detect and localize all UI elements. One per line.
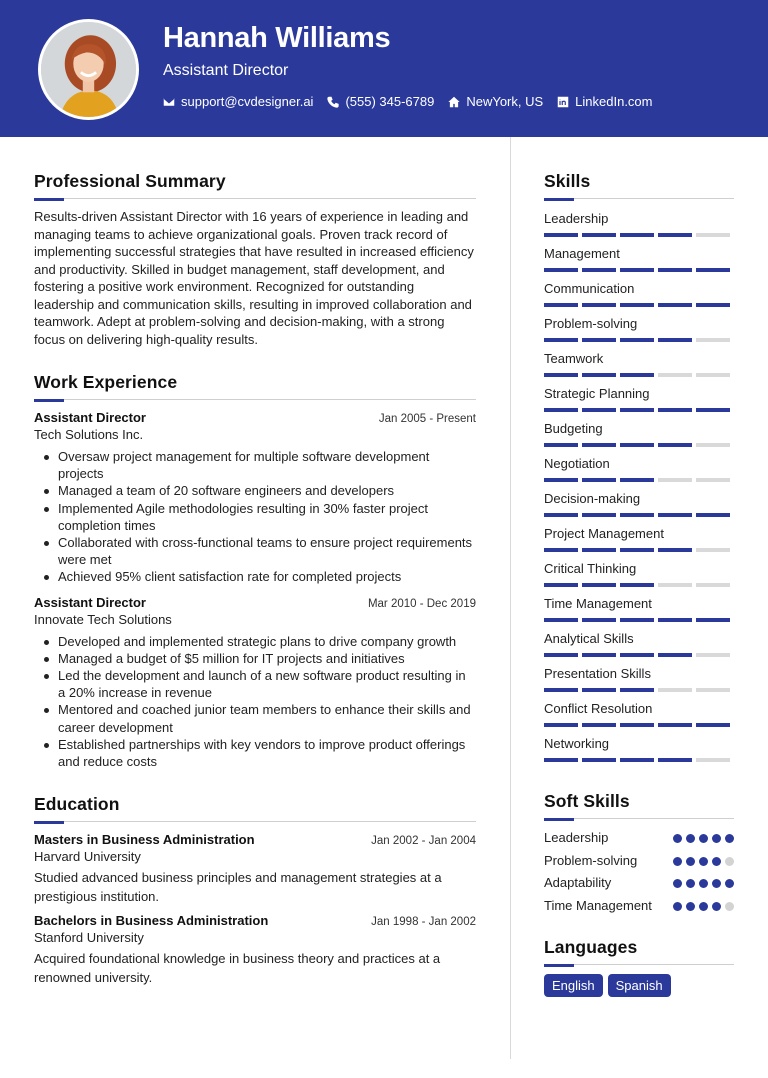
rating-dot xyxy=(699,834,708,843)
skill-level-segment xyxy=(582,618,616,622)
skill-level-segment xyxy=(696,338,730,342)
skill-level-segment xyxy=(544,373,578,377)
list-item: Achieved 95% client satisfaction rate for completed projects xyxy=(34,568,476,585)
skill-item xyxy=(544,350,734,377)
linkedin-text: LinkedIn.com xyxy=(575,94,653,109)
job-role: Assistant Director xyxy=(34,410,146,425)
section-title: Work Experience xyxy=(34,372,178,392)
rating-dot xyxy=(712,834,721,843)
education-section xyxy=(34,793,476,987)
skill-level-segment xyxy=(658,583,692,587)
job-role: Assistant Director xyxy=(34,594,146,610)
list-item: Established partnerships with key vendors to improve product offerings and reduce costs xyxy=(34,736,476,770)
section-title: Soft Skills xyxy=(544,791,630,811)
column-divider xyxy=(510,137,511,1059)
skill-level-segment xyxy=(696,758,730,762)
skill-item xyxy=(544,280,734,307)
list-item: Developed and implemented strategic plans to drive company growth xyxy=(34,633,476,650)
linkedin-icon xyxy=(557,96,569,108)
degree-name: Masters in Business Administration xyxy=(34,832,255,848)
candidate-name: Hannah Williams xyxy=(163,22,391,54)
skill-item xyxy=(544,245,734,272)
section-title: Professional Summary xyxy=(34,171,226,191)
skill-level-segment xyxy=(620,373,654,377)
skill-level-bar xyxy=(544,688,734,692)
skill-name: Management xyxy=(544,246,620,261)
skill-name: Communication xyxy=(544,281,635,296)
skill-item xyxy=(544,420,734,447)
resume-header xyxy=(0,0,768,137)
skill-level-segment xyxy=(696,548,730,552)
skill-level-segment xyxy=(582,408,616,412)
skill-level-segment xyxy=(544,478,578,482)
list-item: Implemented Agile methodologies resulting in 30% faster project completion times xyxy=(34,500,476,534)
rating-dot xyxy=(686,834,695,843)
skill-level-segment xyxy=(582,443,616,447)
rating-dot xyxy=(673,879,682,888)
skill-name: Networking xyxy=(544,736,610,751)
soft-skill-rating xyxy=(673,902,734,911)
skill-level-segment xyxy=(696,723,730,727)
contact-location xyxy=(448,94,543,109)
skill-item xyxy=(544,385,734,412)
skill-level-segment xyxy=(582,583,616,587)
rating-dot xyxy=(725,879,734,888)
skill-level-bar xyxy=(544,758,734,762)
profile-photo xyxy=(41,22,136,117)
skill-level-segment xyxy=(544,723,578,727)
skill-item xyxy=(544,315,734,342)
skill-name: Project Management xyxy=(544,526,664,541)
soft-skill-name: Problem-solving xyxy=(544,852,638,868)
job-bullets xyxy=(34,633,476,771)
rating-dot xyxy=(712,857,721,866)
skill-level-segment xyxy=(658,338,692,342)
summary-text: Results-driven Assistant Director with 16 years of experience in leading and managing teams to achieve organizational goals. Proven track record of implementing successful strategies that have resulted in increased efficiency and productivity. Skilled in budget management, staff development, and fostering a positive work environment. Recognized for outstanding leadership and communication skills, resulting in improved collaboration and teamwork. Adept at problem-solving and decision-making, with a strong focus on delivering high-quality results. xyxy=(34,209,474,347)
skill-item xyxy=(544,455,734,482)
skill-level-bar xyxy=(544,583,734,587)
rating-dot xyxy=(699,902,708,911)
rating-dot xyxy=(712,879,721,888)
skill-level-segment xyxy=(658,653,692,657)
section-rule xyxy=(34,399,476,401)
skill-level-bar xyxy=(544,513,734,517)
degree-name: Bachelors in Business Administration xyxy=(34,913,269,929)
education-description: Studied advanced business principles and management strategies at a prestigious institution. xyxy=(34,870,442,905)
skill-level-segment xyxy=(696,688,730,692)
phone-icon xyxy=(327,96,339,108)
skill-level-segment xyxy=(696,618,730,622)
rating-dot xyxy=(686,902,695,911)
skill-name: Presentation Skills xyxy=(544,666,651,681)
soft-skill-name: Time Management xyxy=(544,897,652,913)
envelope-icon xyxy=(163,96,175,108)
languages-list xyxy=(544,974,734,997)
skill-level-bar xyxy=(544,373,734,377)
skill-level-segment xyxy=(582,373,616,377)
skills-list xyxy=(544,210,734,762)
skill-level-bar xyxy=(544,548,734,552)
skill-item xyxy=(544,735,734,762)
soft-skill-rating xyxy=(673,857,734,866)
rating-dot xyxy=(725,857,734,866)
rating-dot xyxy=(673,857,682,866)
skill-item xyxy=(544,490,734,517)
job-date: Jan 2005 - Present xyxy=(378,413,476,425)
rating-dot xyxy=(725,902,734,911)
skill-name: Decision-making xyxy=(544,491,641,506)
contact-phone[interactable] xyxy=(327,94,434,109)
skill-level-segment xyxy=(620,758,654,762)
skill-level-bar xyxy=(544,618,734,622)
skill-level-segment xyxy=(658,268,692,272)
education-date: Jan 2002 - Jan 2004 xyxy=(371,835,476,848)
skill-level-bar xyxy=(544,338,734,342)
skill-level-segment xyxy=(620,548,654,552)
soft-skill-rating xyxy=(673,879,734,888)
email-text: support@cvdesigner.ai xyxy=(181,94,314,109)
language-tag: English xyxy=(544,974,603,997)
soft-skills-list xyxy=(544,829,734,914)
skill-name: Critical Thinking xyxy=(544,561,637,576)
education-entry xyxy=(34,832,476,906)
skill-level-segment xyxy=(658,548,692,552)
skill-level-segment xyxy=(658,233,692,237)
section-title: Education xyxy=(34,794,120,815)
rating-dot xyxy=(699,879,708,888)
job-company: Tech Solutions Inc. xyxy=(34,427,144,442)
skill-level-segment xyxy=(620,268,654,272)
soft-skill-row xyxy=(544,874,734,892)
section-rule xyxy=(544,198,734,200)
skill-item xyxy=(544,525,734,552)
skill-item xyxy=(544,700,734,727)
skill-level-segment xyxy=(658,618,692,622)
skill-level-bar xyxy=(544,303,734,307)
education-description: Acquired foundational knowledge in business theory and practices at a renowned university. xyxy=(34,951,441,986)
skill-level-segment xyxy=(544,758,578,762)
job-date: Mar 2010 - Dec 2019 xyxy=(367,597,476,610)
skill-level-bar xyxy=(544,443,734,447)
skill-level-segment xyxy=(620,723,654,727)
main-column xyxy=(34,170,476,987)
skill-name: Time Management xyxy=(544,596,652,611)
skill-name: Negotiation xyxy=(544,456,610,471)
contact-linkedin[interactable] xyxy=(557,94,652,109)
experience-section xyxy=(34,371,476,770)
job-entry xyxy=(34,595,476,771)
skill-level-segment xyxy=(582,548,616,552)
job-company: Innovate Tech Solutions xyxy=(34,611,172,627)
education-entry xyxy=(34,913,476,987)
skill-level-segment xyxy=(582,688,616,692)
skill-level-segment xyxy=(544,408,578,412)
language-tag: Spanish xyxy=(608,974,671,997)
rating-dot xyxy=(673,902,682,911)
skill-item xyxy=(544,560,734,587)
skill-level-segment xyxy=(696,583,730,587)
skill-level-segment xyxy=(620,443,654,447)
skill-level-segment xyxy=(544,513,578,517)
contact-list xyxy=(163,94,653,109)
skill-level-segment xyxy=(658,478,692,482)
soft-skill-rating xyxy=(673,834,734,843)
skill-level-segment xyxy=(658,513,692,517)
list-item: Managed a team of 20 software engineers and developers xyxy=(34,482,476,499)
skill-level-segment xyxy=(582,268,616,272)
skill-level-segment xyxy=(582,338,616,342)
soft-skills-section xyxy=(544,790,734,914)
skill-level-segment xyxy=(696,653,730,657)
section-title: Skills xyxy=(544,171,591,191)
skill-name: Budgeting xyxy=(544,421,603,436)
skill-level-segment xyxy=(696,373,730,377)
section-rule xyxy=(544,818,734,820)
skill-level-segment xyxy=(620,303,654,307)
skill-level-bar xyxy=(544,478,734,482)
skill-level-segment xyxy=(544,548,578,552)
skill-level-bar xyxy=(544,408,734,412)
skill-level-segment xyxy=(658,723,692,727)
skill-level-segment xyxy=(620,618,654,622)
skill-level-segment xyxy=(544,688,578,692)
skill-item xyxy=(544,630,734,657)
section-title: Languages xyxy=(544,937,638,957)
skill-level-segment xyxy=(544,583,578,587)
skill-level-segment xyxy=(544,268,578,272)
skill-level-segment xyxy=(696,408,730,412)
skill-level-segment xyxy=(620,478,654,482)
rating-dot xyxy=(725,834,734,843)
skill-level-segment xyxy=(620,408,654,412)
soft-skill-row xyxy=(544,852,734,870)
skill-level-segment xyxy=(544,233,578,237)
job-bullets xyxy=(34,448,476,586)
skill-level-segment xyxy=(696,233,730,237)
job-entry xyxy=(34,410,476,586)
skill-level-bar xyxy=(544,653,734,657)
rating-dot xyxy=(686,857,695,866)
skill-level-segment xyxy=(582,513,616,517)
skill-level-segment xyxy=(696,303,730,307)
soft-skill-row xyxy=(544,897,734,915)
skill-level-segment xyxy=(658,408,692,412)
skill-level-segment xyxy=(544,618,578,622)
skill-level-bar xyxy=(544,723,734,727)
skills-section xyxy=(544,170,734,762)
skill-name: Teamwork xyxy=(544,351,604,366)
section-rule xyxy=(544,964,734,966)
skill-name: Problem-solving xyxy=(544,316,638,331)
languages-section xyxy=(544,936,734,997)
skill-level-segment xyxy=(582,723,616,727)
skill-level-segment xyxy=(620,653,654,657)
rating-dot xyxy=(673,834,682,843)
summary-section xyxy=(34,170,476,348)
skill-name: Strategic Planning xyxy=(544,386,650,401)
skill-name: Conflict Resolution xyxy=(544,701,653,716)
skill-level-segment xyxy=(544,653,578,657)
side-column xyxy=(544,170,734,997)
skill-name: Analytical Skills xyxy=(544,631,634,646)
skill-level-segment xyxy=(582,758,616,762)
skill-level-segment xyxy=(658,758,692,762)
location-text: NewYork, US xyxy=(466,94,544,109)
skill-level-bar xyxy=(544,268,734,272)
skill-level-segment xyxy=(620,583,654,587)
skill-level-bar xyxy=(544,233,734,237)
skill-level-segment xyxy=(620,688,654,692)
skill-level-segment xyxy=(620,513,654,517)
skill-level-segment xyxy=(696,513,730,517)
skill-level-segment xyxy=(658,688,692,692)
contact-email[interactable] xyxy=(163,94,313,109)
list-item: Managed a budget of $5 million for IT projects and initiatives xyxy=(34,650,476,667)
list-item: Led the development and launch of a new software product resulting in a 20% increase in revenue xyxy=(34,667,476,701)
skill-level-segment xyxy=(658,373,692,377)
skill-level-segment xyxy=(696,478,730,482)
phone-text: (555) 345-6789 xyxy=(345,94,435,109)
candidate-title: Assistant Director xyxy=(163,62,289,79)
skill-item xyxy=(544,665,734,692)
list-item: Oversaw project management for multiple software development projects xyxy=(34,448,476,482)
skill-level-segment xyxy=(620,338,654,342)
skill-level-segment xyxy=(582,478,616,482)
section-rule xyxy=(34,821,476,823)
school-name: Stanford University xyxy=(34,930,144,946)
skill-level-segment xyxy=(658,443,692,447)
skill-level-segment xyxy=(544,338,578,342)
skill-level-segment xyxy=(696,268,730,272)
rating-dot xyxy=(686,879,695,888)
education-date: Jan 1998 - Jan 2002 xyxy=(371,916,476,929)
home-icon xyxy=(448,96,460,108)
list-item: Collaborated with cross-functional teams to ensure project requirements were met xyxy=(34,534,476,568)
skill-level-segment xyxy=(582,233,616,237)
soft-skill-row xyxy=(544,829,734,847)
skill-level-segment xyxy=(658,303,692,307)
skill-level-segment xyxy=(696,443,730,447)
list-item: Mentored and coached junior team members to enhance their skills and career development xyxy=(34,701,476,735)
rating-dot xyxy=(699,857,708,866)
skill-item xyxy=(544,595,734,622)
school-name: Harvard University xyxy=(34,849,141,865)
skill-level-segment xyxy=(582,303,616,307)
skill-level-segment xyxy=(620,233,654,237)
section-rule xyxy=(34,198,476,200)
skill-level-segment xyxy=(544,443,578,447)
rating-dot xyxy=(712,902,721,911)
skill-item xyxy=(544,210,734,237)
soft-skill-name: Adaptability xyxy=(544,875,612,890)
skill-level-segment xyxy=(544,303,578,307)
soft-skill-name: Leadership xyxy=(544,830,609,845)
skill-name: Leadership xyxy=(544,211,609,226)
avatar xyxy=(38,19,139,120)
skill-level-segment xyxy=(582,653,616,657)
